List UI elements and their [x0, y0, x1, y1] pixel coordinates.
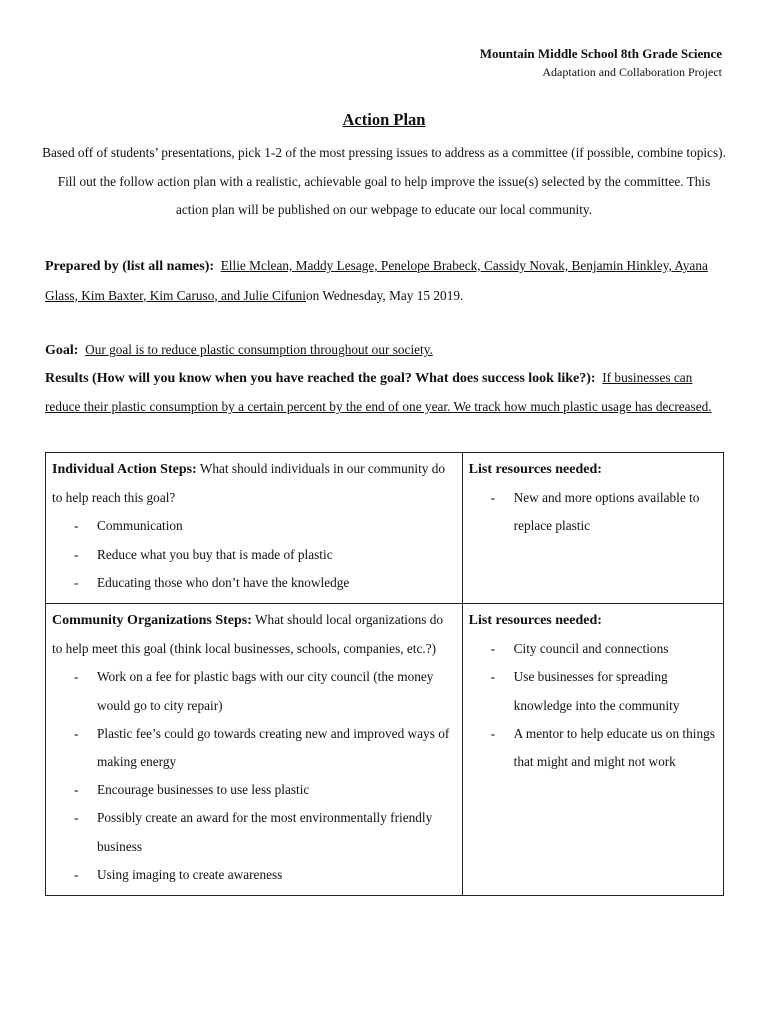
individual-heading: Individual Action Steps: — [52, 462, 197, 477]
list-item — [52, 861, 456, 889]
dash-bullet: - — [74, 782, 79, 798]
list-item-text: Educating those who don’t have the knowledge — [97, 574, 350, 590]
dash-bullet: - — [74, 574, 79, 590]
results-text: If businesses can reduce their plastic consumption by a certain percent by the end of one year. We track how much plastic usage has decreased. — [45, 370, 712, 414]
goal-text: Our goal is to reduce plastic consumption throughout our society. — [85, 342, 433, 357]
list-item-text: Work on a fee for plastic bags with our city council (the money would go to city repair) — [97, 669, 434, 713]
list-item — [52, 663, 456, 719]
individual-resources-cell — [462, 453, 723, 604]
community-resources-list — [469, 635, 717, 776]
intro-paragraph: Based off of students’ presentations, pick 1-2 of the most pressing issues to address as a committee (if possible, combine topics). Fill out the follow action plan with a realistic, achievable goal to help improve the issue(s) selected by the committee. This action plan will be published on our webpage to educate our local community. — [42, 145, 726, 217]
list-item — [52, 541, 456, 569]
list-item — [52, 512, 456, 540]
dash-bullet: - — [74, 866, 79, 882]
prepared-by-names: Ellie Mclean, Maddy Lesage, Penelope Brabeck, Cassidy Novak, Benjamin Hinkley, Ayana Glass, Kim Baxter, Kim Caruso, and Julie Cifuni — [45, 258, 708, 303]
prepared-by-date: on Wednesday, May 15 2019. — [305, 287, 464, 303]
list-item-text: Plastic fee’s could go towards creating new and improved ways of making energy — [97, 725, 450, 770]
results-line — [45, 364, 725, 421]
prepared-by-label: Prepared by (list all names): — [45, 259, 215, 274]
results-label: Results (How will you know when you have reached the goal? What does success look like?): — [45, 371, 596, 386]
action-plan-table — [45, 452, 724, 896]
page-title: Action Plan — [342, 110, 426, 129]
list-item-text: A mentor to help educate us on things that might and might not work — [513, 725, 715, 770]
community-row — [46, 604, 724, 896]
list-item-text: City council and connections — [513, 641, 669, 657]
individual-steps-list — [52, 512, 456, 597]
list-item-text: Use businesses for spreading knowledge into the community — [513, 669, 680, 713]
list-item — [469, 635, 717, 663]
list-item — [52, 720, 456, 776]
goal-label: Goal: — [45, 343, 79, 358]
dash-bullet: - — [490, 669, 496, 685]
dash-bullet: - — [490, 490, 496, 506]
list-item-text: Using imaging to create awareness — [97, 866, 283, 882]
individual-row — [46, 453, 724, 604]
school-name: Mountain Middle School 8th Grade Science — [479, 46, 722, 61]
dash-bullet: - — [74, 518, 79, 534]
list-item — [469, 484, 717, 540]
list-item — [52, 776, 456, 804]
list-item-text: Reduce what you buy that is made of plastic — [97, 546, 333, 562]
list-item-text: Encourage businesses to use less plastic — [97, 782, 310, 798]
dash-bullet: - — [490, 725, 496, 741]
community-steps-cell — [46, 604, 463, 896]
list-item-text: Communication — [97, 518, 183, 534]
list-item-text: Possibly create an award for the most environmentally friendly business — [97, 810, 433, 854]
list-item-text: New and more options available to replace plastic — [513, 490, 700, 534]
list-item — [52, 804, 456, 860]
dash-bullet: - — [74, 546, 79, 562]
dash-bullet: - — [490, 641, 496, 657]
prepared-by — [45, 252, 725, 310]
list-item — [469, 720, 717, 776]
individual-steps-cell — [46, 453, 463, 604]
list-item — [52, 569, 456, 597]
dash-bullet: - — [74, 810, 79, 826]
project-name: Adaptation and Collaboration Project — [542, 65, 722, 79]
individual-resources-heading: List resources needed: — [468, 462, 602, 477]
goal-line — [45, 336, 725, 365]
dash-bullet: - — [74, 725, 79, 741]
community-heading: Community Organizations Steps: — [52, 613, 252, 629]
community-resources-heading: List resources needed: — [468, 613, 602, 629]
list-item — [469, 663, 717, 719]
document-header — [480, 45, 722, 81]
community-steps-list — [52, 663, 456, 889]
dash-bullet: - — [74, 669, 79, 685]
community-resources-cell — [462, 604, 723, 896]
individual-question: What should individuals in our community do to help reach this goal? — [52, 461, 446, 506]
individual-resources-list — [469, 484, 717, 540]
community-question: What should local organizations do to help meet this goal (think local businesses, schools, companies, etc.?) — [52, 612, 444, 657]
